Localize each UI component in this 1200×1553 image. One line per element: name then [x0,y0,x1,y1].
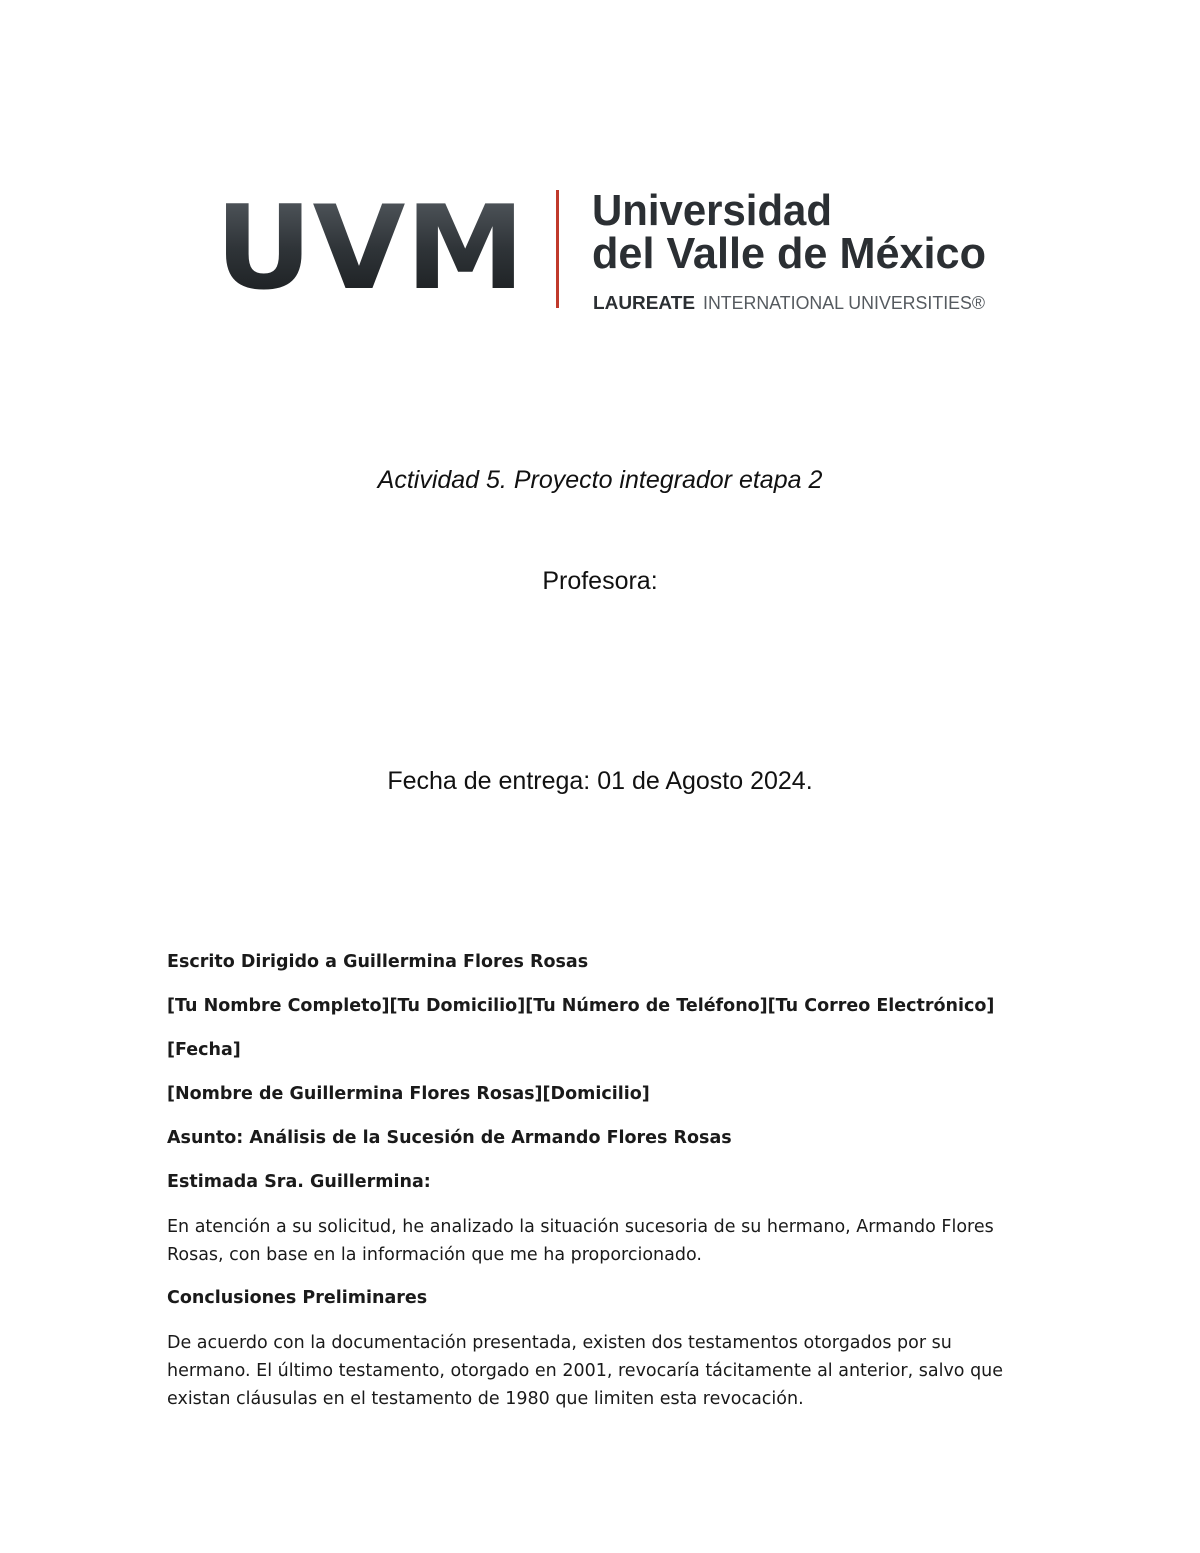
sender-fields: [Tu Nombre Completo][Tu Domicilio][Tu Número de Teléfono][Tu Correo Electrónico] [167,996,995,1016]
logo-network-bold: LAUREATE [593,293,695,313]
recipient-fields: [Nombre de Guillermina Flores Rosas][Domicilio] [167,1084,650,1104]
letter-body [167,949,1007,1429]
logo-name-line1: Universidad [592,186,832,235]
logo-divider [556,190,559,308]
logo-network-rest: INTERNATIONAL UNIVERSITIES® [703,293,985,313]
date-field: [Fecha] [167,1040,241,1060]
conclusion-paragraph: De acuerdo con la documentación presentada, existen dos testamentos otorgados por su hermano. El último testamento, otorgado en 2001, revocaría tácitamente al anterior, salvo que existan cláusulas en el testamento de 1980 que limiten esta revocación. [167,1333,1004,1409]
intro-paragraph: En atención a su solicitud, he analizado la situación sucesoria de su hermano, Armando Flores Rosas, con base en la información que me ha proporcionado. [167,1217,994,1265]
logo-acronym: UVM [215,181,525,316]
uvm-logo-graphic [0,0,1200,360]
section-heading: Conclusiones Preliminares [167,1288,428,1308]
due-date: Fecha de entrega: 01 de Agosto 2024. [387,767,813,795]
teacher-label: Profesora: [542,567,658,595]
logo-name-line2: del Valle de México [592,229,986,278]
letter-salutation: Estimada Sra. Guillermina: [167,1172,431,1192]
letter-subject: Asunto: Análisis de la Sucesión de Armando Flores Rosas [167,1128,732,1148]
letter-heading: Escrito Dirigido a Guillermina Flores Rosas [167,952,589,972]
university-logo [0,0,1200,360]
activity-title: Actividad 5. Proyecto integrador etapa 2 [377,466,823,494]
